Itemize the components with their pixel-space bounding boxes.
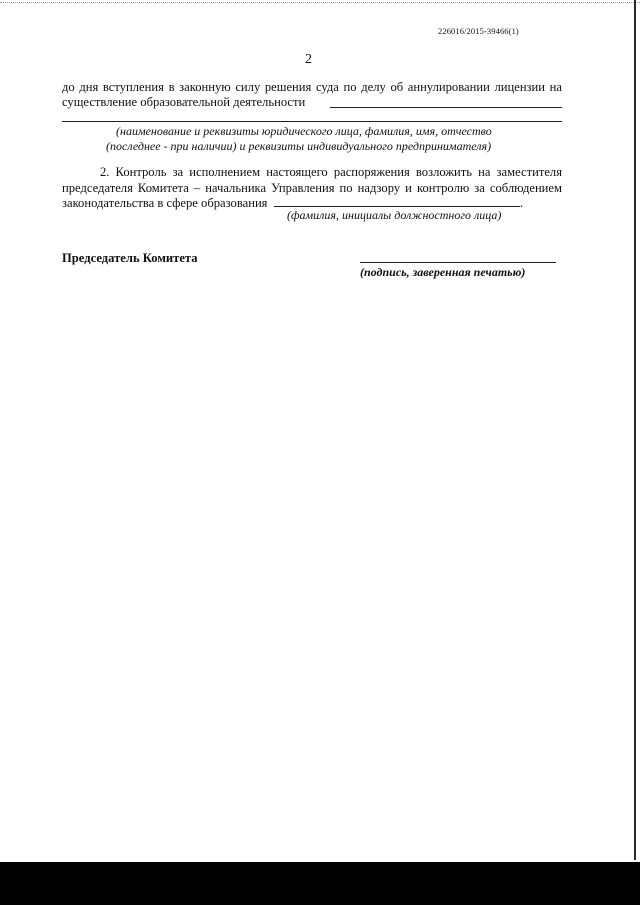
scan-edge-top	[0, 2, 640, 3]
org-name-blank-line	[330, 107, 562, 108]
paragraph-2-line-3: законодательства в сфере образования	[62, 196, 268, 210]
paragraph-2-line-2: председателя Комитета – начальника Управления по надзору и контролю за соблюдением	[62, 181, 562, 195]
signature-blank-line	[360, 262, 556, 263]
org-caption-line-1: (наименование и реквизиты юридического лица, фамилия, имя, отчество	[116, 124, 492, 138]
document-id: 226016/2015-39466(1)	[438, 26, 519, 36]
org-caption-line-2: (последнее - при наличии) и реквизиты индивидуального предпринимателя)	[106, 139, 492, 153]
paragraph-2-line-1: 2. Контроль за исполнением настоящего распоряжения возложить на заместителя	[100, 165, 562, 179]
paragraph-2-end: .	[520, 196, 524, 210]
body-line-1: до дня вступления в законную силу решения суда по делу об аннулировании лицензии на	[62, 80, 562, 94]
scan-edge-bottom	[0, 862, 640, 905]
official-name-blank-line	[274, 206, 520, 207]
page-number: 2	[305, 52, 312, 67]
signature-caption: (подпись, заверенная печатью)	[360, 265, 526, 279]
chairman-label: Председатель Комитета	[62, 251, 198, 265]
official-caption: (фамилия, инициалы должностного лица)	[287, 208, 502, 222]
org-details-blank-line	[62, 121, 562, 122]
scan-edge-right	[634, 0, 636, 860]
body-line-2: существление образовательной деятельности	[62, 95, 306, 109]
